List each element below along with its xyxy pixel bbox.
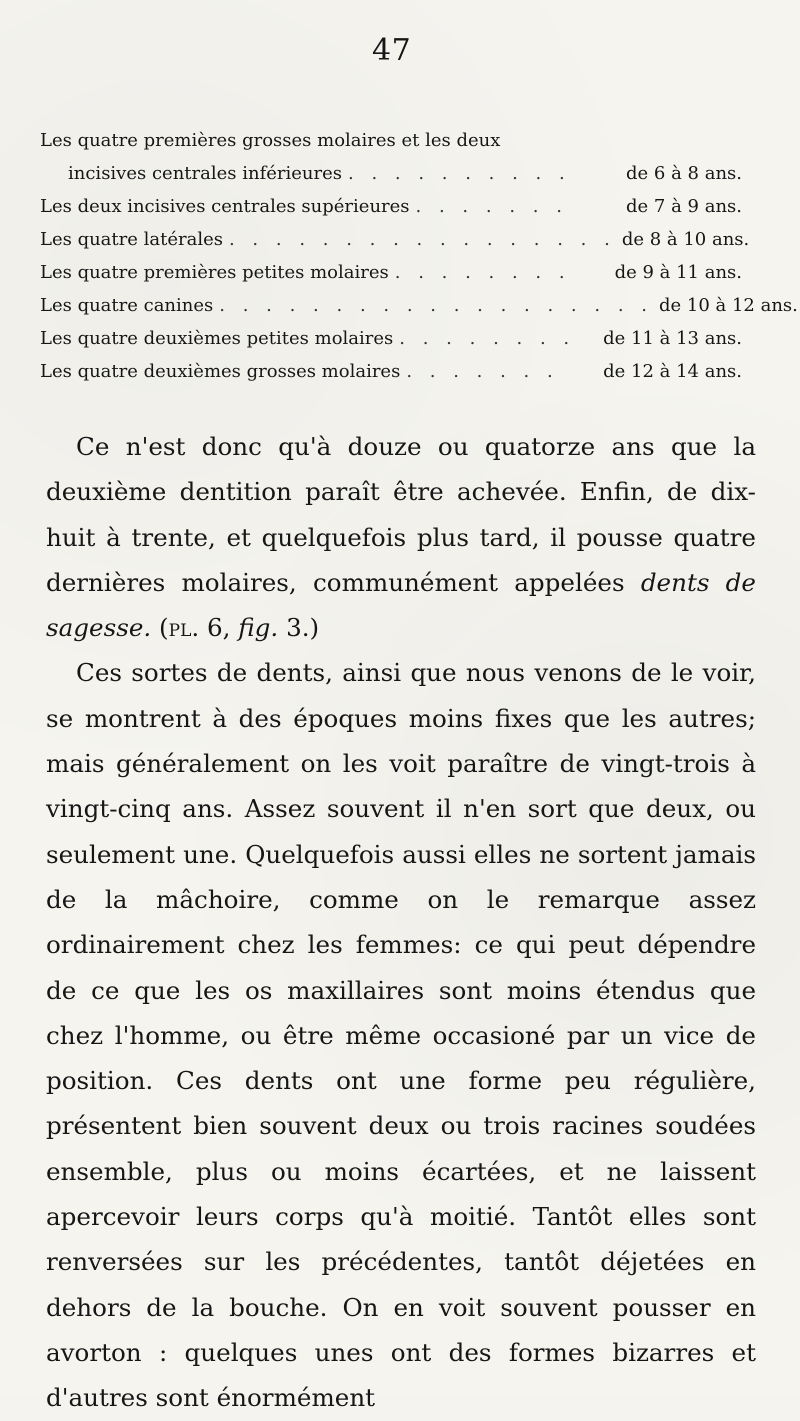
schedule-row	[40, 223, 750, 256]
schedule-label: incisives centrales inférieures	[68, 163, 342, 184]
schedule-leader-dots: . . . . . . . .	[394, 262, 571, 283]
schedule-row-continuation	[40, 157, 742, 190]
figure-abbreviation: fig.	[238, 613, 279, 643]
paragraph-text: (	[151, 613, 169, 643]
paragraph-text: 6,	[199, 613, 239, 643]
paragraph-text: Ce n'est donc qu'à douze ou quatorze ans que la deuxième dentition paraît être achevée. Enfin, de dix-huit à trente, et quelquefois plus tard, il pousse quatre dernières molaires, communément appelées	[46, 432, 756, 597]
schedule-label: Les quatre premières grosses molaires et les deux	[40, 130, 501, 151]
schedule-row	[40, 289, 798, 322]
schedule-row	[40, 322, 742, 355]
schedule-leader-dots: . . . . . . . . . . . . . . . . .	[228, 229, 616, 250]
schedule-row	[40, 124, 742, 157]
schedule-leader-dots: . . . . . . .	[415, 196, 568, 217]
dentition-schedule	[40, 124, 798, 388]
page-number: 47	[372, 33, 412, 68]
schedule-age-range: de 10 à 12 ans.	[658, 295, 798, 316]
paragraph-text: 3.)	[278, 613, 320, 643]
schedule-age-range: de 12 à 14 ans.	[603, 361, 742, 382]
schedule-age-range: de 7 à 9 ans.	[626, 196, 742, 217]
schedule-label: Les quatre deuxièmes grosses molaires	[40, 361, 401, 382]
schedule-row	[40, 256, 742, 289]
schedule-row	[40, 190, 742, 223]
schedule-label: Les quatre premières petites molaires	[40, 262, 389, 283]
paragraph: Ces sortes de dents, ainsi que nous venons de le voir, se montrent à des époques moins fixes que les autres; mais généralement on les voit paraître de vingt-trois à vingt-cinq ans. Assez souvent il n'en sort que deux, ou seulement une. Quelquefois aussi elles ne sortent jamais de la mâchoire, comme on le remarque assez ordinairement chez les femmes: ce qui peut dépendre de ce que les os maxillaires sont moins étendus que chez l'homme, ou être même occasioné par un vice de position. Ces dents ont une forme peu régulière, présentent bien souvent deux ou trois racines soudées ensemble, plus ou moins écartées, et ne laissent apercevoir leurs corps qu'à moitié. Tantôt elles sont renversées sur les précédentes, tantôt déjetées en dehors de la bouche. On en voit souvent pousser en avorton : quelques unes ont des formes bizarres et d'autres sont énormément	[46, 658, 756, 1413]
schedule-leader-dots: . . . . . . . . . .	[348, 163, 571, 184]
schedule-label: Les quatre canines	[40, 295, 214, 316]
schedule-leader-dots: . . . . . . . .	[399, 328, 576, 349]
schedule-label: Les quatre deuxièmes petites molaires	[40, 328, 394, 349]
schedule-row	[40, 355, 742, 388]
schedule-age-range: de 9 à 11 ans.	[614, 262, 742, 283]
italic-term: dents de sagesse.	[46, 567, 756, 643]
schedule-age-range: de 11 à 13 ans.	[603, 328, 742, 349]
schedule-age-range: de 6 à 8 ans.	[626, 163, 742, 184]
paragraph	[46, 424, 756, 650]
main-text	[46, 424, 756, 1421]
plate-abbreviation: pl.	[168, 613, 200, 643]
schedule-age-range: de 8 à 10 ans.	[621, 229, 750, 250]
schedule-leader-dots: . . . . . . .	[406, 361, 559, 382]
schedule-label: Les quatre latérales	[40, 229, 223, 250]
schedule-leader-dots: . . . . . . . . . . . . . . . . . . .	[219, 295, 653, 316]
schedule-label: Les deux incisives centrales supérieures	[40, 196, 410, 217]
